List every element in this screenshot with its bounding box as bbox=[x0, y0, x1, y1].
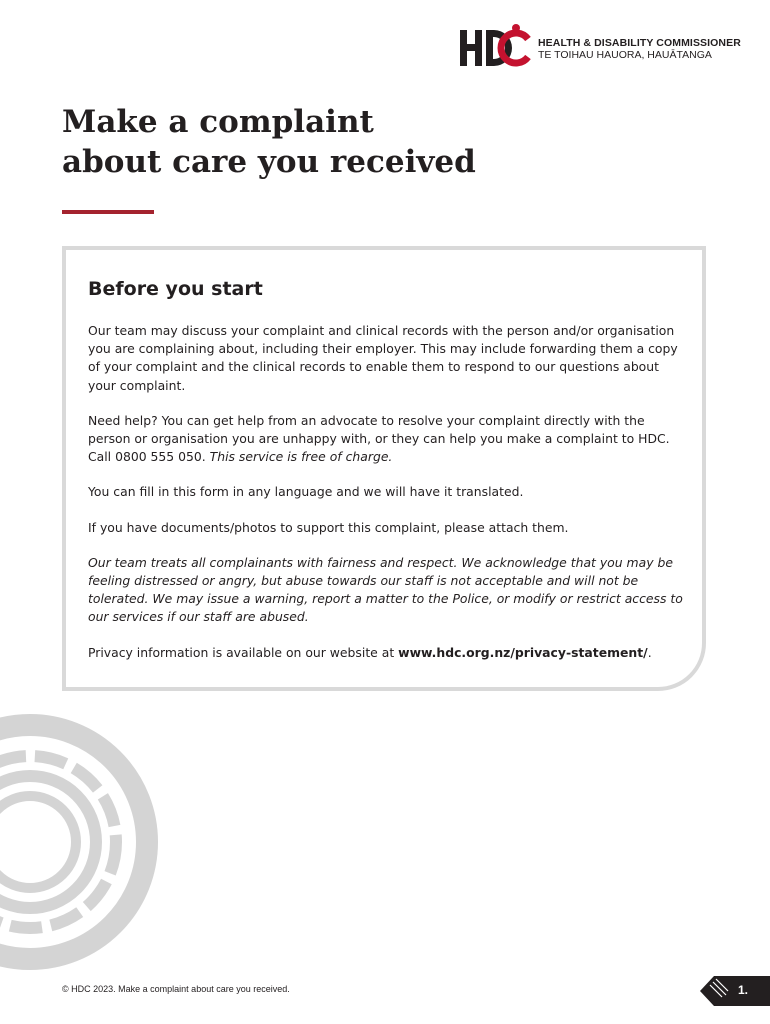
logo-name-english: HEALTH & DISABILITY COMMISSIONER bbox=[538, 37, 741, 49]
privacy-end: . bbox=[647, 644, 652, 660]
hdc-logo-mark bbox=[458, 22, 534, 70]
title-line-2: about care you received bbox=[62, 144, 476, 180]
free-of-charge-note: This service is free of charge. bbox=[209, 449, 393, 465]
paragraph-records: Our team may discuss your complaint and clinical records with the person and/or organisation you are complaining about, including their employer. This may include forwarding them a copy of your complaint and the clinical records to enable them to respond to our questions about your complaint. bbox=[88, 323, 678, 393]
paragraph-language: You can fill in this form in any language and we will have it translated. bbox=[88, 484, 524, 500]
hdc-logo bbox=[458, 22, 748, 70]
footer-copyright: © HDC 2023. Make a complaint about care you received. bbox=[62, 984, 290, 994]
page-number-tab bbox=[700, 976, 770, 1006]
page-tab-shape bbox=[700, 976, 770, 1006]
logo-name-maori: TE TOIHAU HAUORA, HAUĀTANGA bbox=[538, 49, 712, 61]
paragraph-help bbox=[88, 412, 684, 467]
title-line-1: Make a complaint bbox=[62, 104, 374, 140]
title-accent-rule bbox=[62, 210, 154, 214]
before-you-start-panel bbox=[62, 246, 706, 691]
panel-heading: Before you start bbox=[88, 278, 263, 300]
paragraph-respect: Our team treats all complainants with fairness and respect. We acknowledge that you may be feeling distressed or angry, but abuse towards our staff is not acceptable and will not be tolerated. We may issue a warning, report a matter to the Police, or modify or restrict access to our services if our staff are abused. bbox=[88, 554, 683, 625]
page-number: 1. bbox=[738, 983, 749, 997]
privacy-link[interactable]: www.hdc.org.nz/privacy-statement/ bbox=[398, 644, 648, 660]
paragraph-documents: If you have documents/photos to support this complaint, please attach them. bbox=[88, 519, 569, 535]
help-text: Need help? You can get help from an advocate to resolve your complaint directly with the person or organisation you are unhappy with, or they can help you make a complaint to HDC. Call 0800 555 050. bbox=[88, 412, 670, 465]
paragraph-privacy bbox=[88, 644, 684, 662]
privacy-text: Privacy information is available on our website at bbox=[88, 644, 399, 660]
page-title bbox=[62, 102, 476, 182]
decorative-circles bbox=[0, 712, 200, 972]
